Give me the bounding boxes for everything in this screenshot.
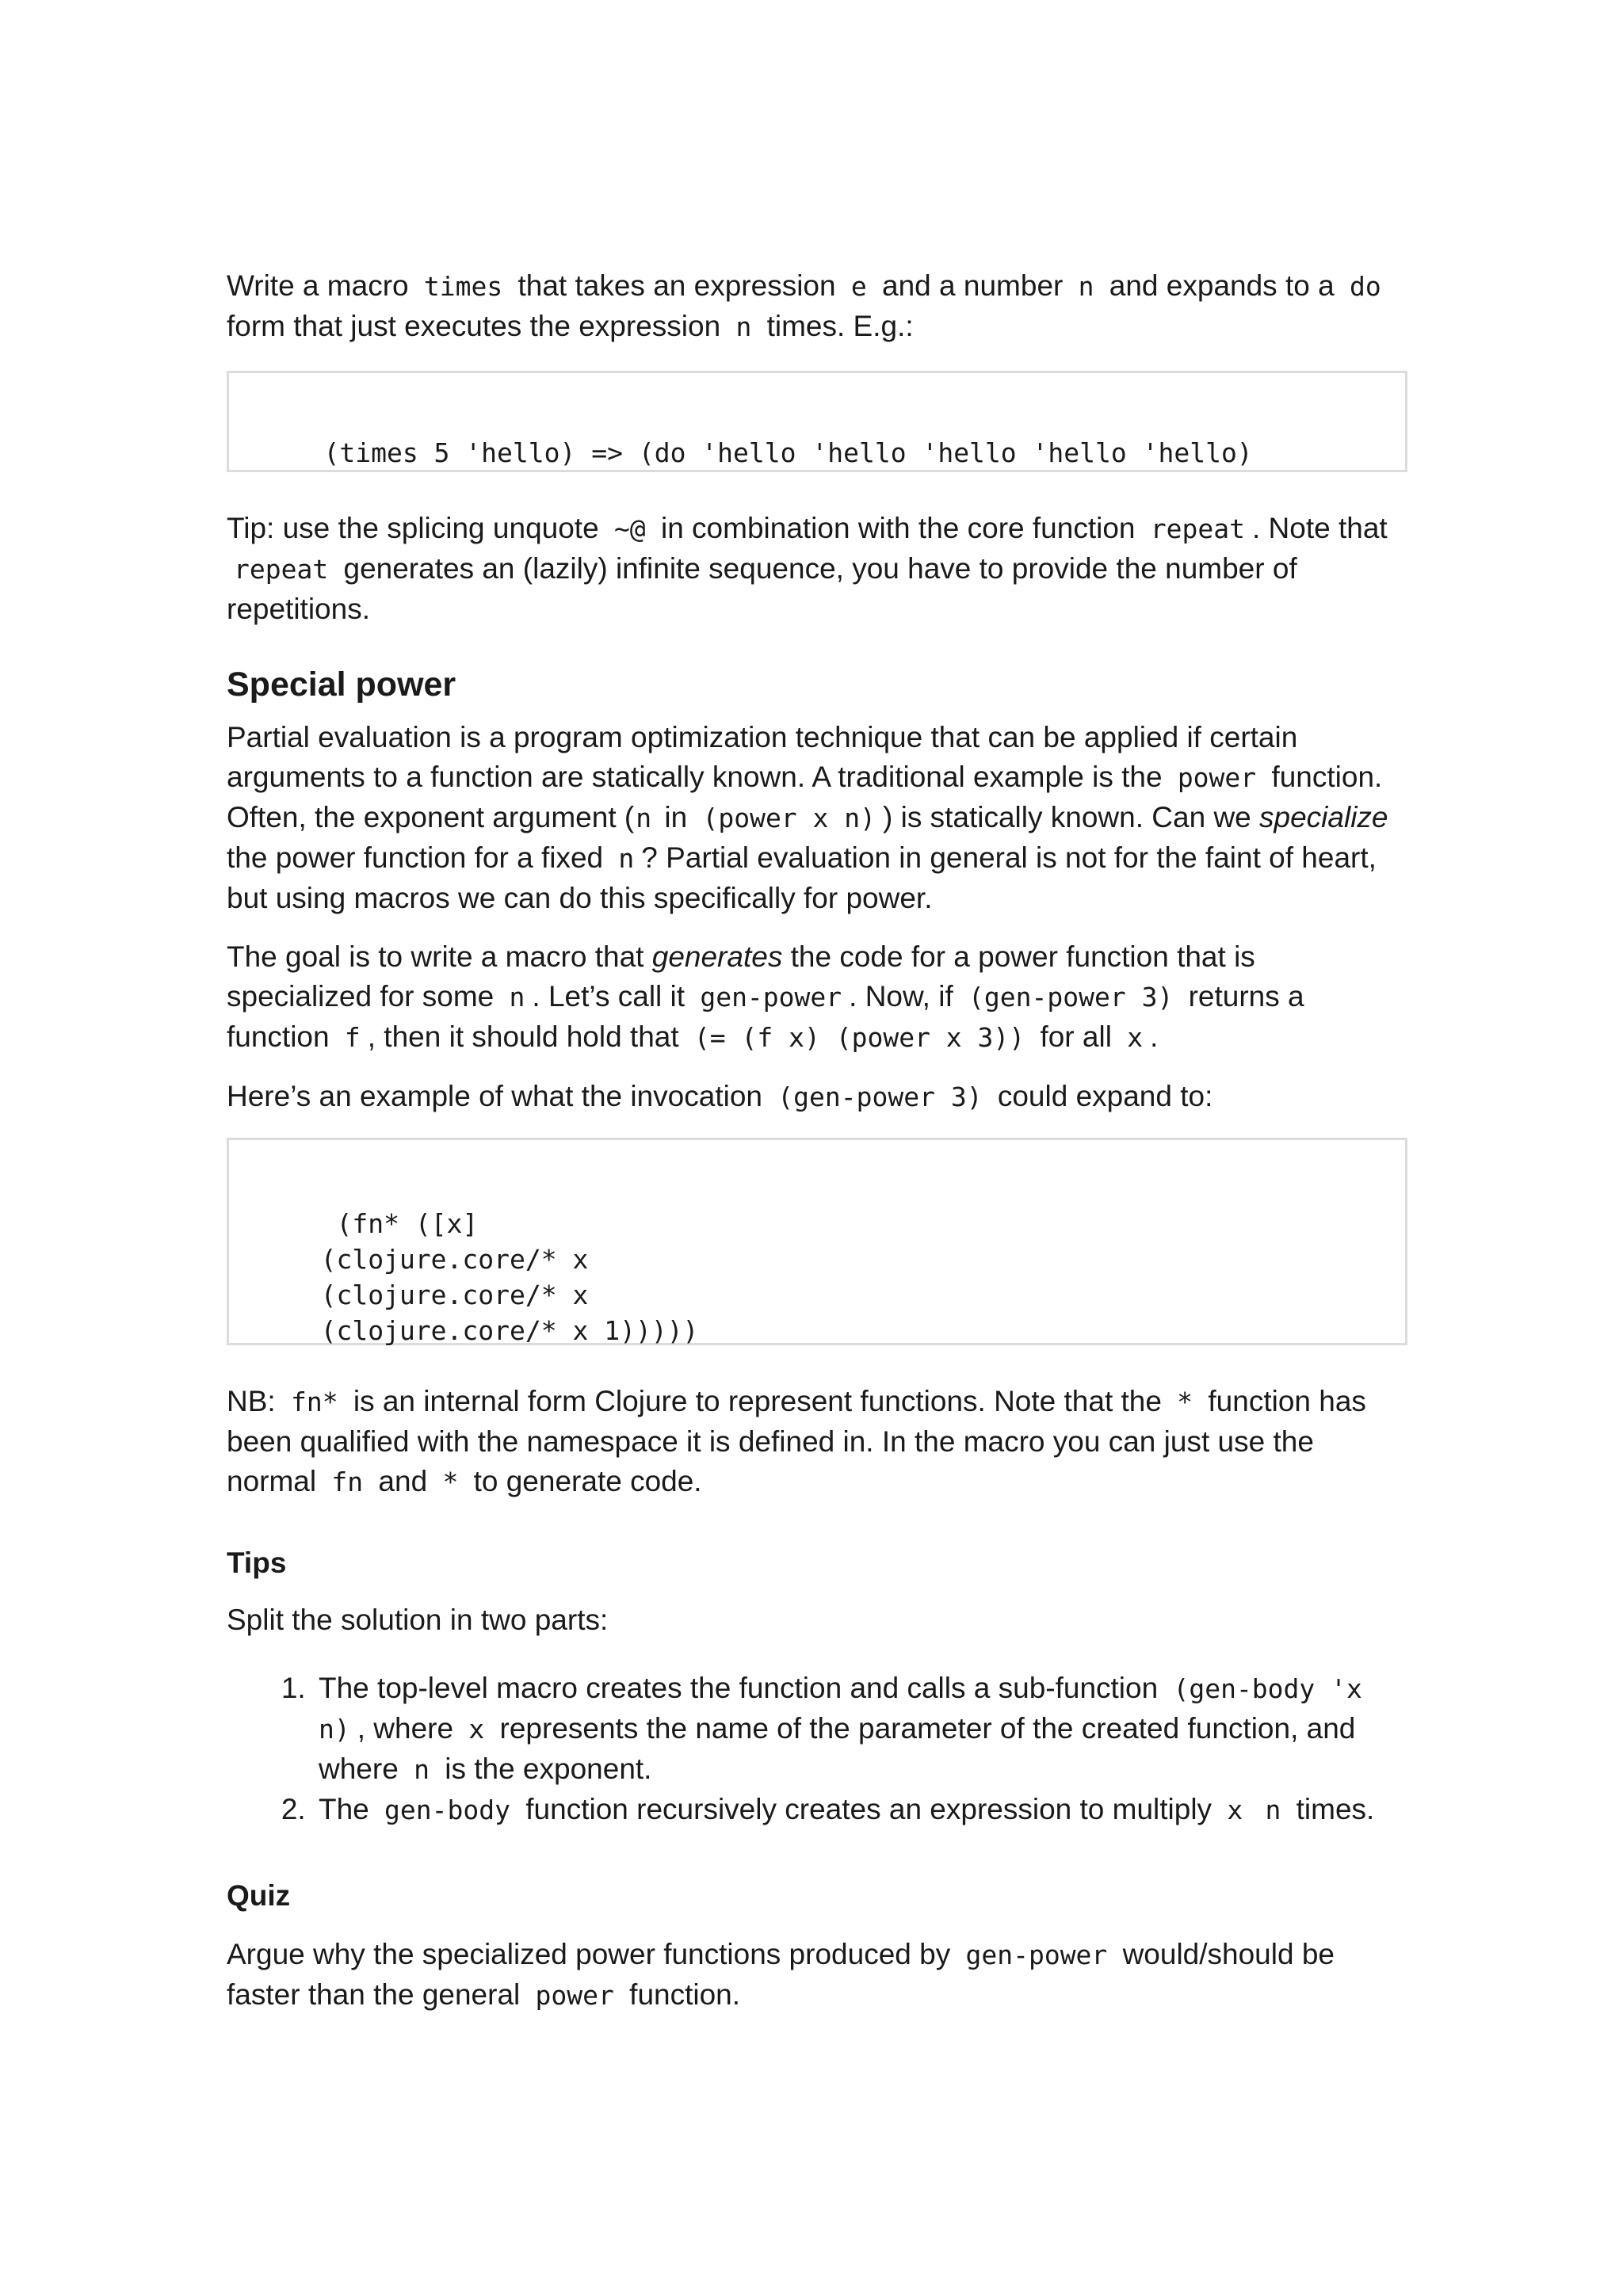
text: function. Often, the exponent argument ( <box>227 761 1383 833</box>
text: returns a function <box>227 980 1304 1053</box>
tip-paragraph <box>227 509 1407 629</box>
text: would/should be faster than the general <box>227 1938 1335 2011</box>
inline-code: n <box>1265 1794 1281 1825</box>
text: The top-level macro creates the function and calls a sub-function <box>319 1672 1159 1704</box>
emphasis-text: generates <box>651 940 783 973</box>
text: the code for a power function that is specialized for some <box>227 940 1255 1013</box>
list-item <box>314 1790 1407 1830</box>
text: to generate code. <box>473 1465 702 1497</box>
quiz-paragraph <box>227 1935 1407 2016</box>
inline-code: n <box>414 1754 430 1785</box>
text: , where <box>357 1712 454 1745</box>
text: ) is statically known. Can we <box>883 801 1251 833</box>
inline-code: do <box>1349 271 1381 302</box>
inline-code: ~@ <box>613 513 646 544</box>
text: in <box>664 801 688 833</box>
inline-code: x <box>1227 1794 1243 1825</box>
quiz-heading: Quiz <box>227 1879 291 1912</box>
inline-code: x <box>1127 1022 1144 1053</box>
inline-code: repeat <box>1150 513 1245 544</box>
text: and a number <box>882 269 1064 302</box>
text: form that just executes the expression <box>227 310 721 342</box>
inline-code: (= (f x) (power x 3)) <box>693 1022 1025 1053</box>
text: function. <box>629 1978 741 2011</box>
text: Partial evaluation is a program optimization technique that can be applied if certain arguments to a function are statically known. A traditional example is the <box>227 721 1298 793</box>
inline-code: e <box>850 271 867 302</box>
inline-code: fn <box>331 1466 364 1497</box>
text: represents the name of the parameter of the created function, and where <box>319 1712 1356 1785</box>
inline-code: * <box>1177 1386 1193 1417</box>
inline-code: x <box>468 1714 485 1745</box>
inline-code: times <box>423 271 503 302</box>
text: that takes an expression <box>517 269 836 302</box>
text: . <box>1150 1020 1159 1053</box>
text: . Now, if <box>849 980 953 1013</box>
text: Argue why the specialized power functions produced by <box>227 1938 951 1970</box>
inline-code: n <box>618 843 635 874</box>
inline-code: gen-power <box>700 982 842 1013</box>
inline-code: n <box>735 311 752 342</box>
code-block-expansion <box>227 1138 1407 1345</box>
inline-code: gen-body <box>384 1794 510 1825</box>
text: . Let’s call it <box>532 980 685 1013</box>
text: ? Partial evaluation in general is not for the faint of heart, but using macros we can do this specifically for power. <box>227 841 1377 914</box>
text: times. <box>1296 1793 1375 1825</box>
text: is the exponent. <box>445 1753 652 1785</box>
list-item <box>314 1669 1407 1790</box>
tips-heading: Tips <box>227 1547 287 1579</box>
code-text: (fn* ([x] (clojure.core/* x (clojure.core/* x (clojure.core/* x 1))))) <box>320 1208 699 1346</box>
code-text: (times 5 'hello) => (do 'hello 'hello 'hello 'hello 'hello) <box>323 437 1253 468</box>
inline-code: (gen-power 3) <box>968 982 1174 1013</box>
text: is an internal form Clojure to represent functions. Note that the <box>353 1385 1162 1417</box>
text: in combination with the core function <box>660 512 1136 544</box>
partial-evaluation-paragraph <box>227 718 1407 918</box>
inline-code: n <box>509 982 525 1013</box>
inline-code: n <box>1078 271 1094 302</box>
document-page <box>227 266 1407 2016</box>
inline-code: (gen-body 'x n) <box>319 1673 1362 1745</box>
text: for all <box>1040 1020 1112 1053</box>
inline-code: f <box>344 1022 361 1053</box>
inline-code: repeat <box>234 554 329 585</box>
text: Here’s an example of what the invocation <box>227 1080 762 1112</box>
text: generates an (lazily) infinite sequence, you have to provide the number of repetitions. <box>227 552 1297 625</box>
text: Write a macro <box>227 269 409 302</box>
text: could expand to: <box>997 1080 1213 1112</box>
tips-list <box>227 1669 1407 1830</box>
text: times. E.g.: <box>766 310 914 342</box>
tips-intro: Split the solution in two parts: <box>227 1604 609 1636</box>
inline-code: (power x n) <box>702 803 876 833</box>
inline-code: gen-power <box>965 1939 1108 1970</box>
code-block-times <box>227 371 1407 472</box>
nb-paragraph <box>227 1382 1407 1502</box>
text: and expands to a <box>1109 269 1335 302</box>
text: NB: <box>227 1385 276 1417</box>
example-intro-paragraph <box>227 1077 1407 1117</box>
intro-paragraph <box>227 266 1407 347</box>
text: function has been qualified with the namespace it is defined in. In the macro you can just use the normal <box>227 1385 1366 1497</box>
inline-code: (gen-power 3) <box>777 1081 983 1112</box>
inline-code: fn* <box>290 1386 338 1417</box>
inline-code: power <box>535 1980 614 2011</box>
text: function recursively creates an expression to multiply <box>525 1793 1212 1825</box>
text: The goal is to write a macro that <box>227 940 644 973</box>
inline-code: * <box>442 1466 459 1497</box>
text: Tip: use the splicing unquote <box>227 512 599 544</box>
section-title: Special power <box>227 666 456 704</box>
inline-code: n <box>636 803 652 833</box>
inline-code: power <box>1177 762 1257 793</box>
text: . Note that <box>1251 512 1388 544</box>
emphasis-text: specialize <box>1259 801 1388 833</box>
text: , then it should hold that <box>367 1020 679 1053</box>
text: The <box>319 1793 369 1825</box>
goal-paragraph <box>227 937 1407 1058</box>
text: and <box>378 1465 428 1497</box>
text: the power function for a fixed <box>227 841 604 874</box>
